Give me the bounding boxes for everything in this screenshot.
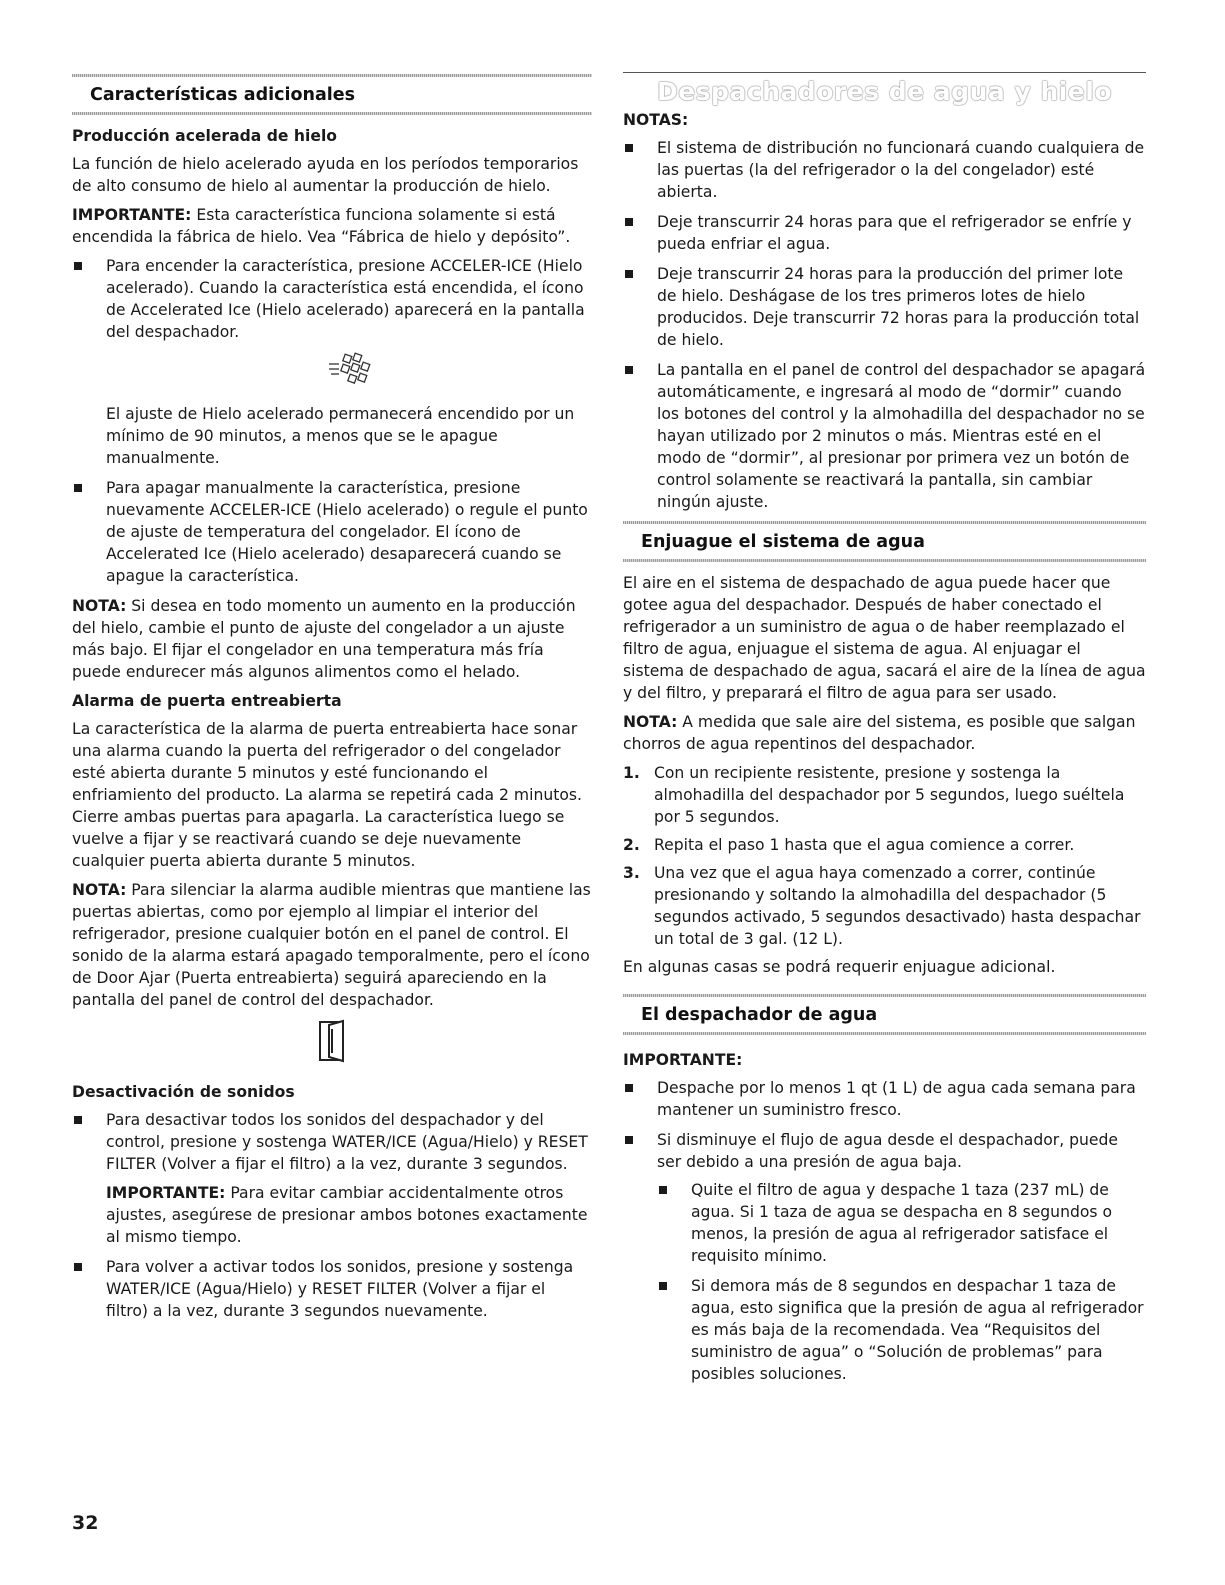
flush-note — [623, 711, 1146, 755]
step-number: 2. — [623, 836, 640, 854]
page-number: 32 — [72, 1512, 99, 1534]
section-title: El despachador de agua — [641, 1005, 878, 1025]
section-title: Enjuague el sistema de agua — [641, 532, 925, 552]
list-item — [72, 1109, 592, 1248]
fast-ice-intro: La función de hielo acelerado ayuda en los períodos temporarios de alto consumo de hielo al aumentar la producción de hielo. — [72, 155, 579, 195]
notes-list — [623, 137, 1146, 513]
list-item: Despache por lo menos 1 qt (1 L) de agua cada semana para mantener un suministro fresco. — [623, 1077, 1146, 1121]
section-header-water-dispenser — [623, 994, 1146, 1035]
note-text: Si desea en todo momento un aumento en la producción del hielo, cambie el punto de ajuste del congelador a un ajuste más bajo. El fijar el congelador en una temperatura más fría puede endurecer más algunos alimentos como el helado. — [72, 597, 576, 681]
door-ajar-icon — [317, 1019, 347, 1063]
flush-steps — [623, 762, 1146, 950]
section-header-flush — [623, 521, 1146, 562]
section-title: Características adicionales — [90, 85, 356, 105]
step-item — [623, 834, 1146, 856]
step-number: 1. — [623, 764, 640, 782]
header-rule — [72, 112, 592, 115]
door-alarm-note — [72, 879, 592, 1011]
header-rule — [623, 1032, 1146, 1035]
fast-ice-important — [72, 204, 592, 248]
note-label: NOTA: — [72, 597, 127, 615]
header-rule — [623, 559, 1146, 562]
flush-intro: El aire en el sistema de despachado de agua puede hacer que gotee agua del despachador. Después de haber conectado el refrigerador a un suministro de agua o de haber reemplazado el filtro de agua, enjuague el sistema de agua. Al enjuagar el sistema de despachado de agua, sacará el aire de la línea de agua y del filtro, y preparará el filtro de agua para ser usado. — [623, 574, 1146, 702]
accelerated-ice-icon — [106, 351, 592, 391]
water-sublist — [657, 1179, 1146, 1385]
list-item: Deje transcurrir 24 horas para la producción del primer lote de hielo. Deshágase de los tres primeros lotes de hielo producidos. Deje transcurrir 72 horas para la producción total de hielo. — [623, 263, 1146, 351]
note-text: Para silenciar la alarma audible mientras que mantiene las puertas abiertas, como por ejemplo al limpiar el interior del refrigerador, presione cualquier botón en el panel de control. El sonido de la alarma estará apagado temporalmente, pero el ícono de Door Ajar (Puerta entreabierta) seguirá apareciendo en la pantalla del panel de control del despachador. — [72, 881, 591, 1009]
sounds-important — [106, 1182, 592, 1248]
important-text: Esta característica funciona solamente si está encendida la fábrica de hielo. Vea “Fábrica de hielo y depósito”. — [72, 206, 571, 246]
list-item: El sistema de distribución no funcionará cuando cualquiera de las puertas (la del refrigerador o la del congelador) esté abierta. — [623, 137, 1146, 203]
door-alarm-heading: Alarma de puerta entreabierta — [72, 692, 342, 710]
fast-ice-list — [72, 255, 592, 587]
bullet-text: Si disminuye el flujo de agua desde el despachador, puede ser debido a una presión de agua baja. — [657, 1131, 1118, 1171]
bullet-text: Para desactivar todos los sonidos del despachador y del control, presione y sostenga WATER/ICE (Agua/Hielo) y RESET FILTER (Volver a fijar el filtro) a la vez, durante 3 segundos. — [106, 1111, 588, 1173]
note-text: A medida que sale aire del sistema, es posible que salgan chorros de agua repentinos del despachador. — [623, 713, 1136, 753]
list-item: Quite el filtro de agua y despache 1 taza (237 mL) de agua. Si 1 taza de agua se despacha en 8 segundos o menos, la presión de agua al refrigerador satisface el requisito mínimo. — [657, 1179, 1146, 1267]
flush-closing: En algunas casas se podrá requerir enjuague adicional. — [623, 958, 1056, 976]
notes-label: NOTAS: — [623, 111, 689, 129]
water-list — [623, 1077, 1146, 1385]
list-item: La pantalla en el panel de control del despachador se apagará automáticamente, e ingresará al modo de “dormir” cuando los botones del control y la almohadilla del despachador no se hayan utilizado por 2 minutos o más. Mientras esté en el modo de “dormir”, al presionar por primera vez un botón de control solamente se reactivará la pantalla, sin cambiar ningún ajuste. — [623, 359, 1146, 513]
note-label: NOTA: — [72, 881, 127, 899]
bullet-followup: El ajuste de Hielo acelerado permanecerá encendido por un mínimo de 90 minutos, a menos que se le apague manualmente. — [106, 405, 575, 467]
main-title: Despachadores de agua y hielo — [656, 77, 1113, 106]
important-text: Para evitar cambiar accidentalmente otros ajustes, asegúrese de presionar ambos botones exactamente al mismo tiempo. — [106, 1184, 588, 1246]
important-label: IMPORTANTE: — [106, 1184, 226, 1202]
bullet-text: Para volver a activar todos los sonidos, presione y sostenga WATER/ICE (Agua/Hielo) y RESET FILTER (Volver a fijar el filtro) a la vez, durante 3 segundos nuevamente. — [106, 1258, 574, 1320]
section-header-additional-features — [72, 74, 592, 115]
right-column — [623, 68, 1146, 1393]
top-rule — [623, 72, 1146, 73]
fast-ice-note — [72, 595, 592, 683]
important-label: IMPORTANTE: — [72, 206, 192, 224]
door-alarm-text: La característica de la alarma de puerta entreabierta hace sonar una alarma cuando la puerta del refrigerador o del congelador esté abierta durante 5 minutos y esté funcionando el enfriamiento del producto. La alarma se repetirá cada 2 minutos. Cierre ambas puertas para apagarla. La característica luego se vuelve a fijar y se reactivará cuando se deje nuevamente cualquier puerta abierta durante 5 minutos. — [72, 720, 582, 870]
list-item — [72, 1256, 592, 1322]
bullet-text: Para encender la característica, presione ACCELER-ICE (Hielo acelerado). Cuando la característica está encendida, el ícono de Accelerated Ice (Hielo acelerado) aparecerá en la pantalla del despachador. — [106, 257, 585, 341]
bullet-text: Para apagar manualmente la característica, presione nuevamente ACCELER-ICE (Hielo acelerado) o regule el punto de ajuste de temperatura del congelador. El ícono de Accelerated Ice (Hielo acelerado) desaparecerá cuando se apague la característica. — [106, 479, 588, 585]
step-text: Con un recipiente resistente, presione y sostenga la almohadilla del despachador por 5 segundos, luego suéltela por 5 segundos. — [654, 764, 1125, 826]
list-item — [72, 255, 592, 469]
step-number: 3. — [623, 864, 640, 882]
list-item — [623, 1129, 1146, 1385]
step-item — [623, 862, 1146, 950]
list-item — [72, 477, 592, 587]
important-label: IMPORTANTE: — [623, 1051, 743, 1069]
fast-ice-heading: Producción acelerada de hielo — [72, 127, 338, 145]
list-item: Deje transcurrir 24 horas para que el refrigerador se enfríe y pueda enfriar el agua. — [623, 211, 1146, 255]
list-item: Si demora más de 8 segundos en despachar 1 taza de agua, esto significa que la presión de agua al refrigerador es más baja de la recomendada. Vea “Requisitos del suministro de agua” o “Solución de problemas” para posibles soluciones. — [657, 1275, 1146, 1385]
note-label: NOTA: — [623, 713, 678, 731]
step-text: Una vez que el agua haya comenzado a correr, continúe presionando y soltando la almohadilla del despachador (5 segundos activado, 5 segundos desactivado) hasta despachar un total de 3 gal. (12 L). — [654, 864, 1141, 948]
left-column — [72, 68, 592, 1330]
step-text: Repita el paso 1 hasta que el agua comience a correr. — [654, 836, 1075, 854]
sounds-list — [72, 1109, 592, 1322]
door-ajar-icon — [72, 1019, 592, 1069]
sounds-heading: Desactivación de sonidos — [72, 1083, 295, 1101]
step-item — [623, 762, 1146, 828]
accelerated-ice-icon — [325, 351, 373, 385]
